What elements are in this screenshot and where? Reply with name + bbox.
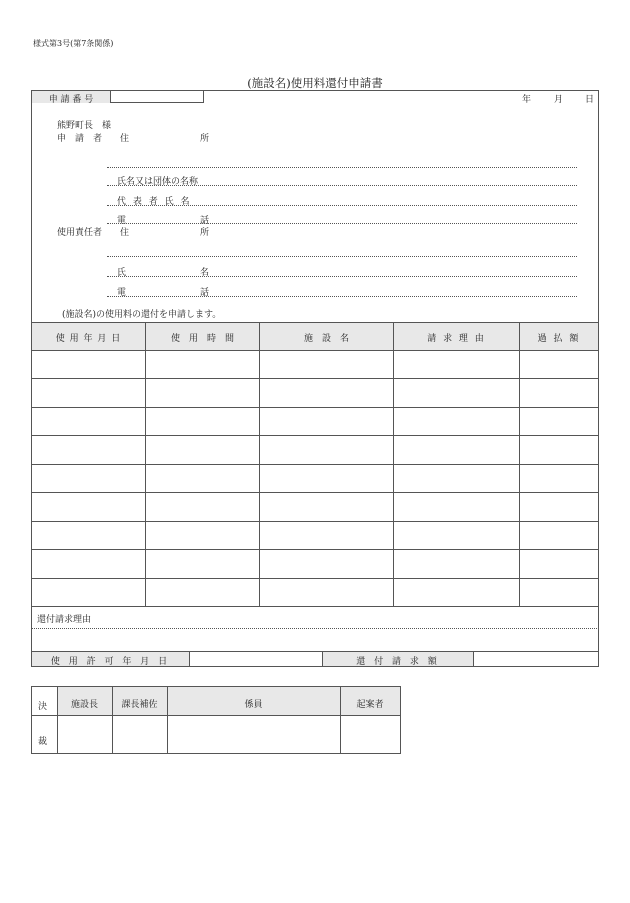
applicant-name-label: 氏名又は団体の名称 [117,177,199,187]
approval-col-deputy-chief: 課長補佐 [121,700,158,710]
addressee: 熊野町長 様 [57,121,112,131]
approval-side-label: 決 [38,702,48,712]
table-header-rule [31,350,599,351]
cell-divider [322,651,323,667]
responsible-phone-val: 話 [200,288,210,298]
permit-date-label: 使 用 許 可 年 月 日 [50,657,171,667]
header-usage-time: 使 用 時 間 [170,334,234,344]
header-usage-date: 使 用 年 月 日 [55,334,122,344]
request-statement: (施設名)の使用料の還付を申請します。 [62,310,222,320]
responsible-name-key: 氏 [117,268,127,278]
document-title: (施設名)使用料還付申請書 [247,76,383,90]
header-overpaid-amount: 過 払 額 [537,334,581,344]
applicant-address-val: 所 [200,134,210,144]
applicant-name-line[interactable] [107,185,577,186]
table-row[interactable] [31,549,599,550]
responsible-address-line[interactable] [107,256,577,257]
table-row[interactable] [31,464,599,465]
responsible-name-line[interactable] [107,276,577,277]
applicant-rep-line[interactable] [107,205,577,206]
table-row[interactable] [31,492,599,493]
date-year: 年 [522,95,532,105]
refund-amount-label: 還 付 請 求 額 [356,657,440,667]
approval-col-drafter: 起案者 [356,700,384,710]
applicant-role: 申 請 者 [57,134,103,144]
applicant-phone-key: 電 [117,216,127,226]
date-day: 日 [585,95,595,105]
form-number: 様式第3号(第7条関係) [33,39,114,48]
applicant-phone-val: 話 [200,216,210,226]
approval-rule [31,715,401,716]
cell-divider [473,651,474,667]
table-row[interactable] [31,407,599,408]
applicant-address-key: 住 [120,134,130,144]
refund-reason-label: 還付請求理由 [37,615,92,625]
table-top-rule [31,322,599,323]
application-number-label: 申 請 番 号 [48,95,94,105]
approval-side-label: 裁 [38,737,48,747]
table-row[interactable] [31,521,599,522]
approval-col-staff: 係員 [244,700,263,710]
approval-col-facility-head: 施設長 [70,700,98,710]
cell-divider [189,651,190,667]
applicant-phone-line[interactable] [107,223,577,224]
date-month: 月 [554,95,564,105]
header-facility-name: 施 設 名 [303,334,349,344]
responsible-name-val: 名 [200,268,210,278]
responsible-address-key: 住 [120,228,130,238]
applicant-address-line[interactable] [107,167,577,168]
header-claim-reason: 請 求 理 由 [427,334,486,344]
responsible-phone-line[interactable] [107,296,577,297]
table-bottom-rule [31,606,599,607]
refund-reason-line[interactable] [31,628,599,629]
table-row[interactable] [31,578,599,579]
responsible-role: 使用責任者 [57,228,103,238]
table-row[interactable] [31,378,599,379]
applicant-rep-label: 代 表 者 氏 名 [117,197,192,207]
responsible-address-val: 所 [200,228,210,238]
application-number-field[interactable] [110,90,204,103]
responsible-phone-key: 電 [117,288,127,298]
table-row[interactable] [31,435,599,436]
